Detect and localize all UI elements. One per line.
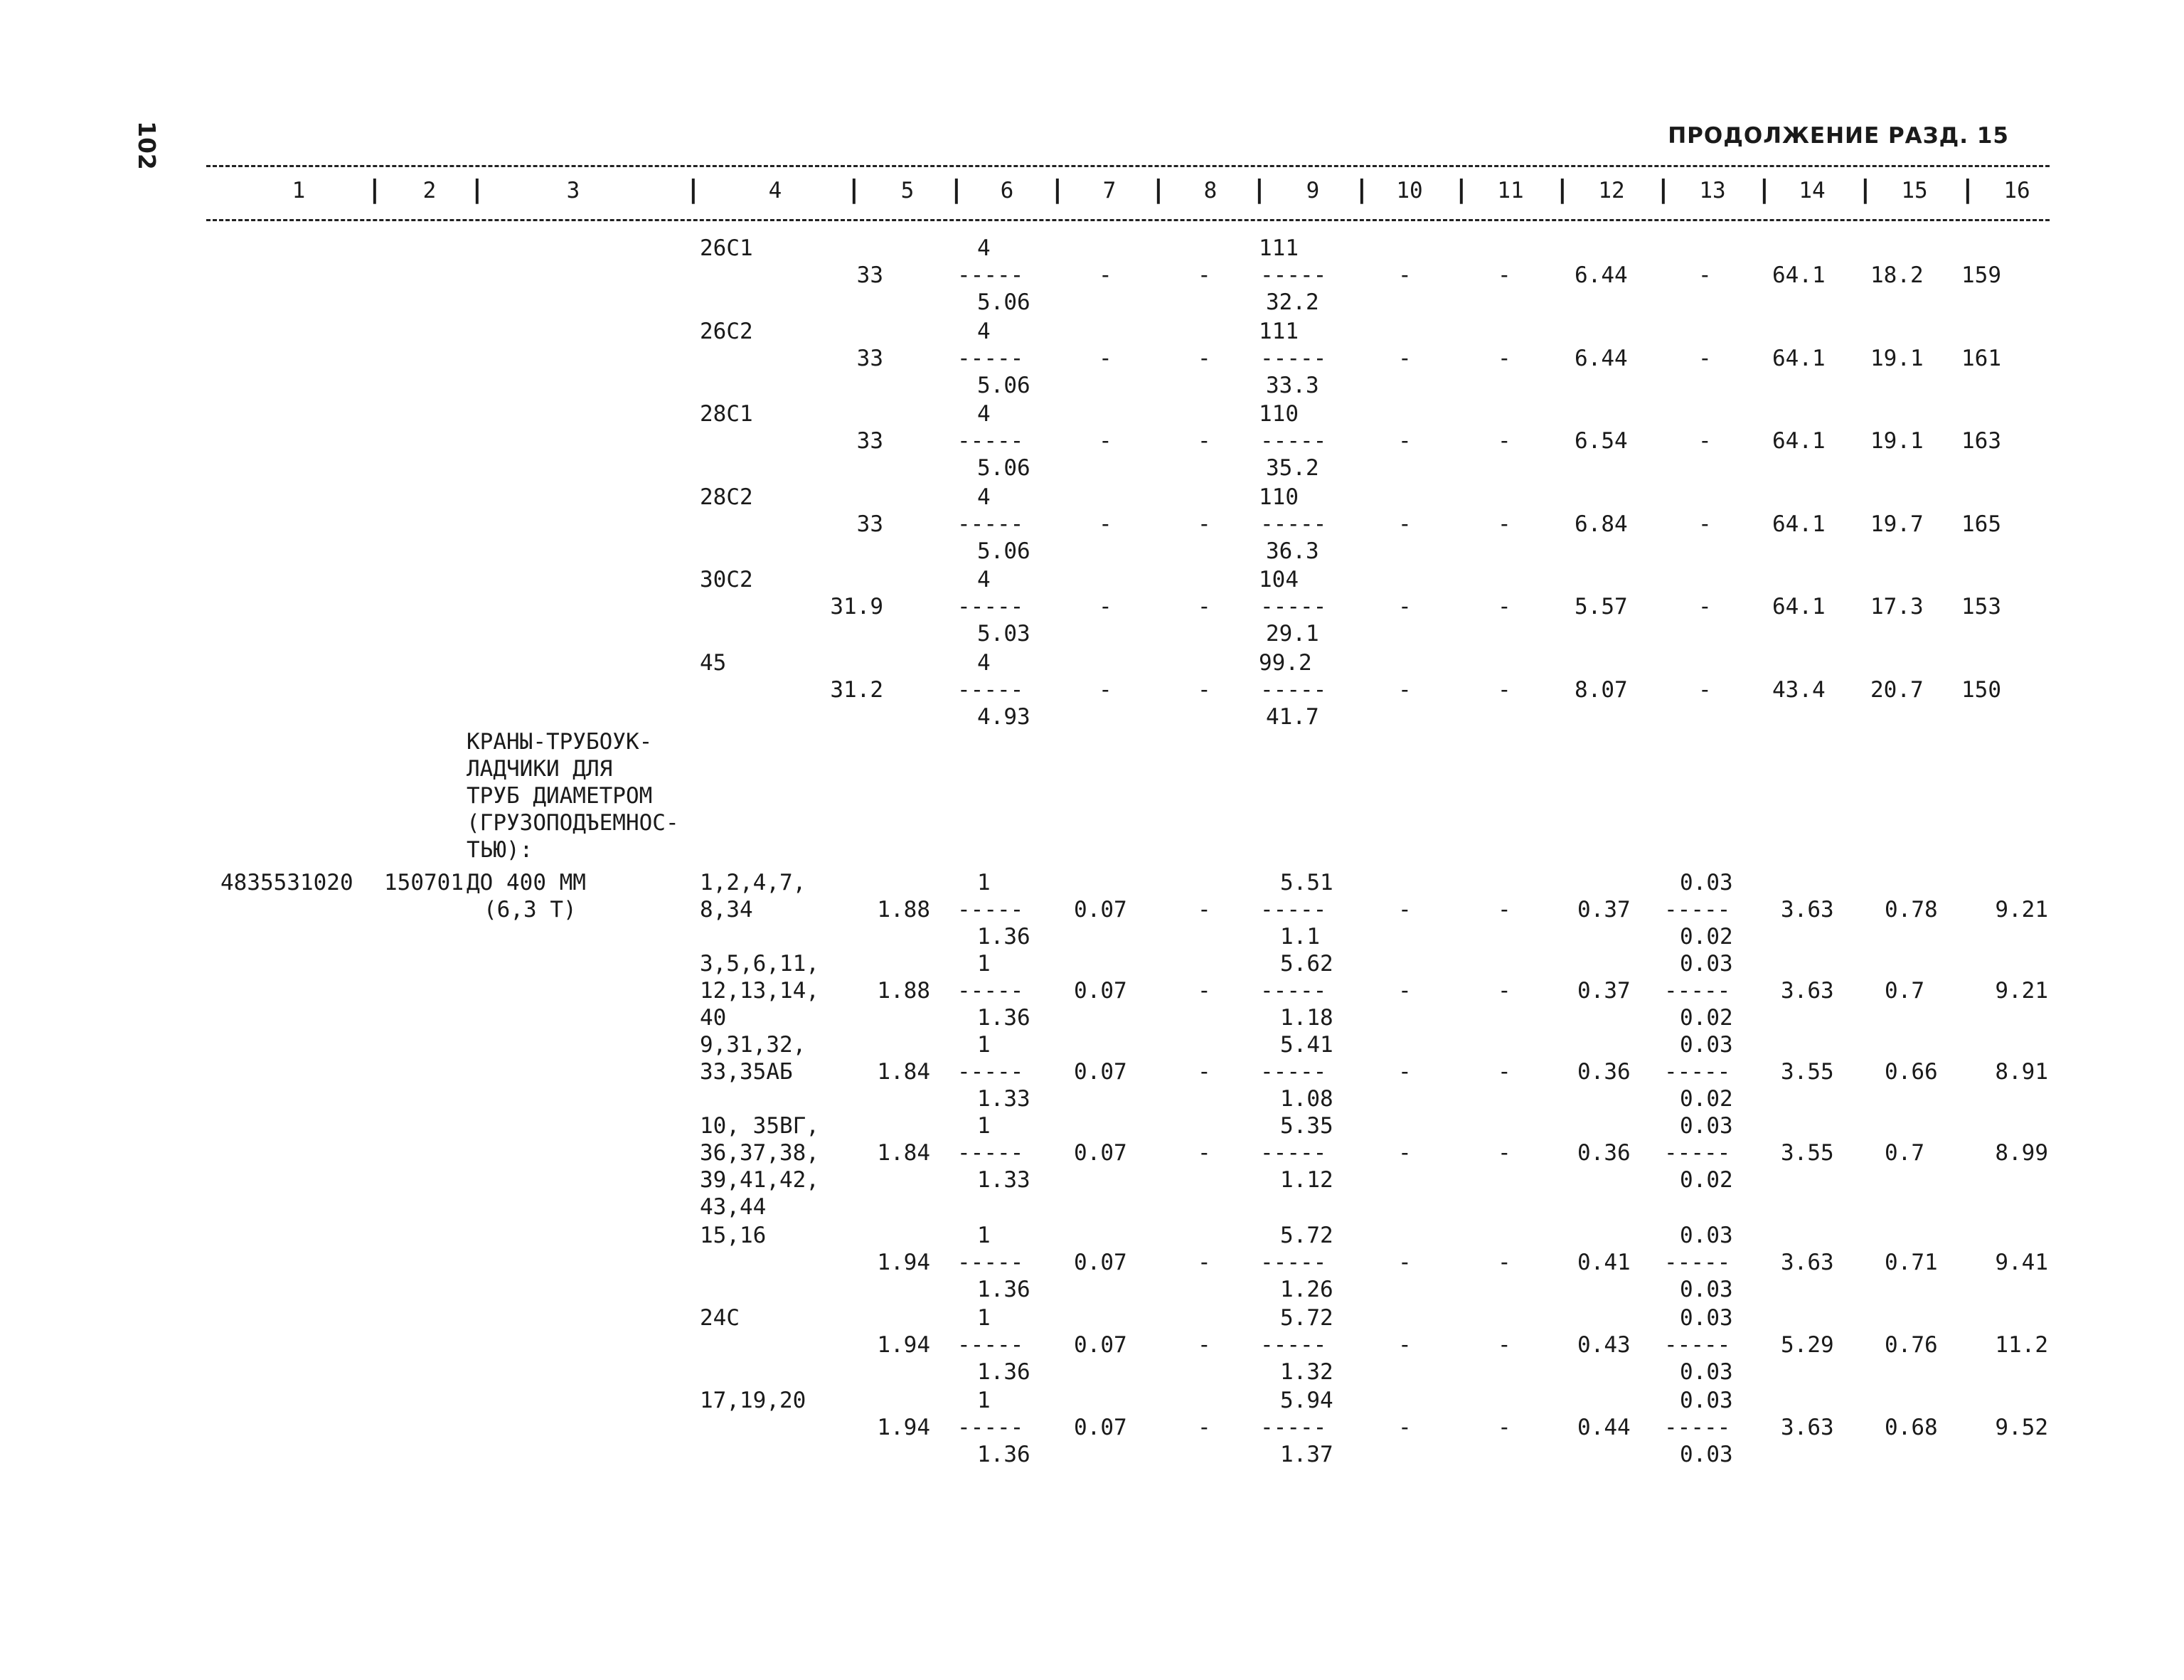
cell-col11: - — [1498, 1415, 1511, 1440]
frac-col9-bar: ----- — [1260, 262, 1327, 288]
column-header-3: 3 — [566, 178, 580, 203]
frac-col13-bar: ----- — [1664, 1250, 1731, 1275]
frac-col13-numerator: 0.03 — [1680, 1388, 1733, 1413]
frac-col9-numerator: 5.72 — [1280, 1305, 1333, 1331]
cell-col12: 0.43 — [1577, 1332, 1631, 1358]
frac-col13-bar: ----- — [1664, 1059, 1731, 1085]
column-header-5: 5 — [900, 178, 915, 203]
cell-col4: 30С2 — [700, 567, 753, 592]
frac-col9-numerator: 111 — [1259, 235, 1299, 261]
frac-col6-bar: ----- — [957, 1415, 1024, 1440]
frac-col6-numerator: 4 — [977, 318, 991, 344]
cell-col7: - — [1099, 428, 1112, 454]
cell-col7: 0.07 — [1074, 1250, 1127, 1275]
cell-col14: 43.4 — [1772, 676, 1826, 703]
frac-col13-denominator: 0.03 — [1680, 1442, 1733, 1467]
cell-col13: - — [1698, 345, 1712, 371]
column-header-4: 4 — [768, 178, 782, 203]
cell-col12: 6.84 — [1575, 511, 1628, 537]
cell-col5: 33 — [856, 428, 883, 454]
frac-col9-denominator: 41.7 — [1266, 703, 1319, 730]
cell-col16: 153 — [1961, 594, 2001, 620]
cell-col4: 28С2 — [700, 484, 753, 510]
frac-col6-bar: ----- — [957, 676, 1024, 703]
cell-col16: 9.21 — [1995, 978, 2048, 1004]
cell-col4-line: 8,34 — [700, 897, 753, 923]
cell-col15: 0.7 — [1885, 978, 1924, 1004]
frac-col13-bar: ----- — [1664, 1415, 1731, 1440]
cell-col15: 0.76 — [1885, 1332, 1938, 1358]
cell-col11: - — [1498, 676, 1511, 703]
cell-col4: 45 — [700, 649, 727, 676]
frac-col6-denominator: 5.06 — [977, 455, 1030, 481]
column-separator: | — [1858, 175, 1873, 204]
frac-col9-bar: ----- — [1260, 594, 1327, 620]
frac-col9-bar: ----- — [1260, 1140, 1327, 1166]
cell-col7: 0.07 — [1074, 1140, 1127, 1166]
cell-col4-line: 10, 35ВГ, — [700, 1113, 819, 1139]
frac-col13-numerator: 0.03 — [1680, 1305, 1733, 1331]
cell-col14: 3.63 — [1781, 978, 1834, 1004]
column-header-10: 10 — [1396, 178, 1423, 203]
header-top-rule — [206, 165, 2050, 167]
cell-col13: - — [1698, 676, 1712, 703]
cell-col12: 6.44 — [1575, 345, 1628, 371]
cell-col10: - — [1398, 1250, 1412, 1275]
frac-col13-denominator: 0.03 — [1680, 1277, 1733, 1302]
cell-col7: 0.07 — [1074, 1332, 1127, 1358]
frac-col6-denominator: 1.36 — [977, 1442, 1030, 1467]
group-title: КРАНЫ-ТРУБОУК- ЛАДЧИКИ ДЛЯ ТРУБ ДИАМЕТРОМ (ГРУЗОПОДЪЕМНОС- ТЬЮ): — [467, 729, 679, 863]
frac-col6-numerator: 4 — [977, 567, 991, 592]
cell-col7: 0.07 — [1074, 897, 1127, 923]
cell-col5: 1.88 — [877, 897, 930, 923]
frac-col6-numerator: 1 — [977, 1388, 991, 1413]
cell-col14: 5.29 — [1781, 1332, 1834, 1358]
frac-col6-denominator: 1.36 — [977, 1005, 1030, 1031]
frac-col9-bar: ----- — [1260, 1332, 1327, 1358]
column-separator: | — [1454, 175, 1469, 204]
frac-col13-bar: ----- — [1664, 1332, 1731, 1358]
cell-col13: - — [1698, 262, 1712, 288]
page-number: 102 — [133, 121, 161, 170]
column-separator: | — [1252, 175, 1267, 204]
cell-col4-line: 3,5,6,11, — [700, 951, 819, 977]
frac-col6-denominator: 5.06 — [977, 372, 1030, 398]
frac-col9-numerator: 110 — [1259, 401, 1299, 427]
frac-col13-denominator: 0.02 — [1680, 1005, 1733, 1031]
frac-col6-denominator: 1.36 — [977, 1359, 1030, 1385]
frac-col9-bar: ----- — [1260, 1059, 1327, 1085]
cell-col12: 5.57 — [1575, 594, 1628, 620]
cell-col11: - — [1498, 1250, 1511, 1275]
cell-col15: 19.1 — [1870, 428, 1924, 454]
cell-col12: 0.37 — [1577, 978, 1631, 1004]
cell-col16: 9.52 — [1995, 1415, 2048, 1440]
cell-col8: - — [1198, 428, 1211, 454]
cell-col5: 1.94 — [877, 1332, 930, 1358]
cell-col4: 26С1 — [700, 235, 753, 261]
frac-col6-denominator: 4.93 — [977, 703, 1030, 730]
cell-col8: - — [1198, 676, 1211, 703]
cell-col10: - — [1398, 511, 1412, 537]
frac-col6-denominator: 1.36 — [977, 1277, 1030, 1302]
cell-col1-code: 4835531020 — [220, 870, 353, 895]
cell-col12: 0.37 — [1577, 897, 1631, 923]
cell-col15: 0.7 — [1885, 1140, 1924, 1166]
frac-col6-bar: ----- — [957, 897, 1024, 923]
cell-col16: 9.21 — [1995, 897, 2048, 923]
cell-col10: - — [1398, 1415, 1412, 1440]
frac-col6-bar: ----- — [957, 262, 1024, 288]
column-header-15: 15 — [1901, 178, 1928, 203]
cell-col5: 1.94 — [877, 1250, 930, 1275]
frac-col9-numerator: 5.62 — [1280, 951, 1333, 977]
cell-col16: 159 — [1961, 262, 2001, 288]
cell-col12: 6.44 — [1575, 262, 1628, 288]
frac-col9-bar: ----- — [1260, 978, 1327, 1004]
cell-col4-line: 1,2,4,7, — [700, 870, 806, 895]
cell-col8: - — [1198, 594, 1211, 620]
cell-col5: 31.9 — [830, 594, 883, 620]
cell-col11: - — [1498, 1140, 1511, 1166]
cell-col4-line: 39,41,42, — [700, 1167, 819, 1193]
cell-col12: 0.44 — [1577, 1415, 1631, 1440]
cell-col11: - — [1498, 978, 1511, 1004]
cell-col14: 64.1 — [1772, 262, 1826, 288]
column-header-6: 6 — [1000, 178, 1014, 203]
column-header-2: 2 — [422, 178, 437, 203]
cell-col8: - — [1198, 1415, 1211, 1440]
frac-col6-denominator: 5.03 — [977, 621, 1030, 647]
frac-col13-bar: ----- — [1664, 978, 1731, 1004]
cell-col12: 0.36 — [1577, 1059, 1631, 1085]
cell-col4: 28С1 — [700, 401, 753, 427]
frac-col13-denominator: 0.02 — [1680, 1086, 1733, 1112]
cell-col4-line: 43,44 — [700, 1194, 767, 1220]
frac-col9-numerator: 5.35 — [1280, 1113, 1333, 1139]
cell-col15: 0.71 — [1885, 1250, 1938, 1275]
cell-col5: 1.88 — [877, 978, 930, 1004]
frac-col6-bar: ----- — [957, 594, 1024, 620]
cell-col15: 0.68 — [1885, 1415, 1938, 1440]
cell-col4: 26С2 — [700, 318, 753, 344]
cell-col11: - — [1498, 1332, 1511, 1358]
frac-col6-bar: ----- — [957, 1059, 1024, 1085]
frac-col6-bar: ----- — [957, 511, 1024, 537]
frac-col9-denominator: 1.26 — [1280, 1277, 1333, 1302]
frac-col9-numerator: 110 — [1259, 484, 1299, 510]
frac-col9-denominator: 32.2 — [1266, 289, 1319, 315]
cell-col16: 8.99 — [1995, 1140, 2048, 1166]
frac-col9-bar: ----- — [1260, 897, 1327, 923]
cell-col14: 3.63 — [1781, 1415, 1834, 1440]
cell-col7: - — [1099, 511, 1112, 537]
cell-col7: - — [1099, 594, 1112, 620]
frac-col6-bar: ----- — [957, 978, 1024, 1004]
cell-col13: - — [1698, 594, 1712, 620]
frac-col13-numerator: 0.03 — [1680, 1113, 1733, 1139]
frac-col9-bar: ----- — [1260, 1250, 1327, 1275]
cell-col8: - — [1198, 897, 1211, 923]
frac-col6-numerator: 4 — [977, 484, 991, 510]
column-separator: | — [1656, 175, 1671, 204]
column-header-12: 12 — [1598, 178, 1625, 203]
header-bottom-rule — [206, 219, 2050, 221]
cell-col15: 0.66 — [1885, 1059, 1938, 1085]
frac-col9-denominator: 1.1 — [1280, 924, 1320, 950]
column-header-9: 9 — [1306, 178, 1320, 203]
column-header-11: 11 — [1497, 178, 1524, 203]
cell-col8: - — [1198, 511, 1211, 537]
cell-col10: - — [1398, 428, 1412, 454]
cell-col14: 3.55 — [1781, 1140, 1834, 1166]
cell-col8: - — [1198, 345, 1211, 371]
cell-col8: - — [1198, 1250, 1211, 1275]
frac-col9-denominator: 36.3 — [1266, 538, 1319, 564]
frac-col6-denominator: 1.36 — [977, 924, 1030, 950]
cell-col5: 33 — [856, 345, 883, 371]
cell-col4-line: 15,16 — [700, 1223, 767, 1248]
cell-col5: 33 — [856, 262, 883, 288]
frac-col6-denominator: 5.06 — [977, 538, 1030, 564]
frac-col9-numerator: 5.51 — [1280, 870, 1333, 895]
cell-col8: - — [1198, 978, 1211, 1004]
cell-col5: 1.94 — [877, 1415, 930, 1440]
cell-col7: - — [1099, 676, 1112, 703]
column-header-7: 7 — [1102, 178, 1117, 203]
cell-col16: 9.41 — [1995, 1250, 2048, 1275]
frac-col9-bar: ----- — [1260, 511, 1327, 537]
cell-col16: 165 — [1961, 511, 2001, 537]
cell-col11: - — [1498, 897, 1511, 923]
cell-col14: 64.1 — [1772, 345, 1826, 371]
cell-col12: 6.54 — [1575, 428, 1628, 454]
cell-col5: 1.84 — [877, 1140, 930, 1166]
frac-col6-numerator: 1 — [977, 1305, 991, 1331]
cell-col16: 161 — [1961, 345, 2001, 371]
cell-col8: - — [1198, 262, 1211, 288]
cell-col15: 0.78 — [1885, 897, 1938, 923]
cell-col11: - — [1498, 1059, 1511, 1085]
cell-col8: - — [1198, 1332, 1211, 1358]
frac-col9-numerator: 5.94 — [1280, 1388, 1333, 1413]
frac-col13-denominator: 0.03 — [1680, 1359, 1733, 1385]
cell-col14: 64.1 — [1772, 511, 1826, 537]
frac-col9-denominator: 33.3 — [1266, 372, 1319, 398]
frac-col13-denominator: 0.02 — [1680, 924, 1733, 950]
cell-col10: - — [1398, 978, 1412, 1004]
column-separator: | — [686, 175, 701, 204]
column-separator: | — [1555, 175, 1570, 204]
cell-col14: 3.55 — [1781, 1059, 1834, 1085]
cell-col4-line: 40 — [700, 1005, 727, 1031]
frac-col9-numerator: 104 — [1259, 567, 1299, 592]
frac-col9-denominator: 1.37 — [1280, 1442, 1333, 1467]
cell-col10: - — [1398, 676, 1412, 703]
column-header-16: 16 — [2003, 178, 2030, 203]
frac-col9-denominator: 29.1 — [1266, 621, 1319, 647]
cell-col11: - — [1498, 428, 1511, 454]
cell-col14: 64.1 — [1772, 594, 1826, 620]
section-title: ПРОДОЛЖЕНИЕ РАЗД. 15 — [1668, 123, 2009, 149]
frac-col13-bar: ----- — [1664, 1140, 1731, 1166]
frac-col9-numerator: 111 — [1259, 318, 1299, 344]
cell-col16: 163 — [1961, 428, 2001, 454]
cell-col8: - — [1198, 1140, 1211, 1166]
column-header-8: 8 — [1203, 178, 1218, 203]
cell-col7: 0.07 — [1074, 978, 1127, 1004]
cell-col5: 31.2 — [830, 676, 883, 703]
frac-col6-numerator: 1 — [977, 1113, 991, 1139]
frac-col6-bar: ----- — [957, 1332, 1024, 1358]
column-header-14: 14 — [1799, 178, 1826, 203]
cell-col7: 0.07 — [1074, 1059, 1127, 1085]
cell-col15: 18.2 — [1870, 262, 1924, 288]
cell-col4-line: 33,35АБ — [700, 1059, 793, 1085]
frac-col6-bar: ----- — [957, 1250, 1024, 1275]
cell-col4-line: 9,31,32, — [700, 1032, 806, 1058]
frac-col9-bar: ----- — [1260, 676, 1327, 703]
cell-col13: - — [1698, 428, 1712, 454]
cell-col15: 19.1 — [1870, 345, 1924, 371]
column-separator: | — [846, 175, 862, 204]
cell-col5: 33 — [856, 511, 883, 537]
cell-col8: - — [1198, 1059, 1211, 1085]
cell-col16: 150 — [1961, 676, 2001, 703]
column-header-1: 1 — [292, 178, 306, 203]
frac-col9-denominator: 1.08 — [1280, 1086, 1333, 1112]
cell-col10: - — [1398, 1140, 1412, 1166]
frac-col9-numerator: 5.41 — [1280, 1032, 1333, 1058]
cell-col10: - — [1398, 262, 1412, 288]
cell-col10: - — [1398, 345, 1412, 371]
cell-col14: 64.1 — [1772, 428, 1826, 454]
column-separator: | — [1151, 175, 1166, 204]
frac-col6-denominator: 5.06 — [977, 289, 1030, 315]
cell-col14: 3.63 — [1781, 897, 1834, 923]
column-separator: | — [949, 175, 964, 204]
frac-col6-denominator: 1.33 — [977, 1086, 1030, 1112]
frac-col9-denominator: 35.2 — [1266, 455, 1319, 481]
frac-col6-numerator: 4 — [977, 401, 991, 427]
cell-col5: 1.84 — [877, 1059, 930, 1085]
frac-col9-denominator: 1.12 — [1280, 1167, 1333, 1193]
column-separator: | — [1960, 175, 1976, 204]
cell-col4-line: 17,19,20 — [700, 1388, 806, 1413]
frac-col13-numerator: 0.03 — [1680, 1032, 1733, 1058]
frac-col9-bar: ----- — [1260, 428, 1327, 454]
frac-col6-numerator: 1 — [977, 870, 991, 895]
column-separator: | — [469, 175, 485, 204]
cell-col13: - — [1698, 511, 1712, 537]
cell-col7: - — [1099, 262, 1112, 288]
frac-col6-numerator: 1 — [977, 951, 991, 977]
frac-col13-numerator: 0.03 — [1680, 870, 1733, 895]
cell-col12: 8.07 — [1575, 676, 1628, 703]
cell-col11: - — [1498, 511, 1511, 537]
frac-col13-bar: ----- — [1664, 897, 1731, 923]
frac-col6-numerator: 4 — [977, 649, 991, 676]
cell-col11: - — [1498, 345, 1511, 371]
cell-col4-line: 24С — [700, 1305, 740, 1331]
cell-col4-line: 12,13,14, — [700, 978, 819, 1004]
cell-col12: 0.36 — [1577, 1140, 1631, 1166]
frac-col13-numerator: 0.03 — [1680, 1223, 1733, 1248]
cell-col10: - — [1398, 594, 1412, 620]
cell-col15: 20.7 — [1870, 676, 1924, 703]
cell-col16: 11.2 — [1995, 1332, 2048, 1358]
frac-col9-denominator: 1.32 — [1280, 1359, 1333, 1385]
cell-col11: - — [1498, 262, 1511, 288]
frac-col6-bar: ----- — [957, 345, 1024, 371]
frac-col6-numerator: 1 — [977, 1223, 991, 1248]
frac-col6-bar: ----- — [957, 428, 1024, 454]
frac-col9-bar: ----- — [1260, 345, 1327, 371]
frac-col6-numerator: 1 — [977, 1032, 991, 1058]
frac-col9-denominator: 1.18 — [1280, 1005, 1333, 1031]
cell-col11: - — [1498, 594, 1511, 620]
column-separator: | — [367, 175, 383, 204]
frac-col6-numerator: 4 — [977, 235, 991, 261]
cell-col15: 19.7 — [1870, 511, 1924, 537]
column-header-13: 13 — [1699, 178, 1726, 203]
column-separator: | — [1757, 175, 1772, 204]
cell-col16: 8.91 — [1995, 1059, 2048, 1085]
cell-col7: - — [1099, 345, 1112, 371]
column-separator: | — [1050, 175, 1065, 204]
frac-col9-numerator: 99.2 — [1259, 649, 1312, 676]
cell-col12: 0.41 — [1577, 1250, 1631, 1275]
cell-col15: 17.3 — [1870, 594, 1924, 620]
frac-col9-bar: ----- — [1260, 1415, 1327, 1440]
cell-col14: 3.63 — [1781, 1250, 1834, 1275]
frac-col13-denominator: 0.02 — [1680, 1167, 1733, 1193]
frac-col6-bar: ----- — [957, 1140, 1024, 1166]
cell-col2-code: 150701 — [384, 870, 464, 895]
frac-col13-numerator: 0.03 — [1680, 951, 1733, 977]
cell-col10: - — [1398, 1332, 1412, 1358]
cell-col3-tonnage: (6,3 Т) — [484, 897, 577, 923]
cell-col7: 0.07 — [1074, 1415, 1127, 1440]
cell-col10: - — [1398, 897, 1412, 923]
cell-col4-line: 36,37,38, — [700, 1140, 819, 1166]
frac-col9-numerator: 5.72 — [1280, 1223, 1333, 1248]
column-separator: | — [1354, 175, 1370, 204]
cell-col3-capacity: ДО 400 ММ — [467, 870, 586, 895]
cell-col10: - — [1398, 1059, 1412, 1085]
frac-col6-denominator: 1.33 — [977, 1167, 1030, 1193]
